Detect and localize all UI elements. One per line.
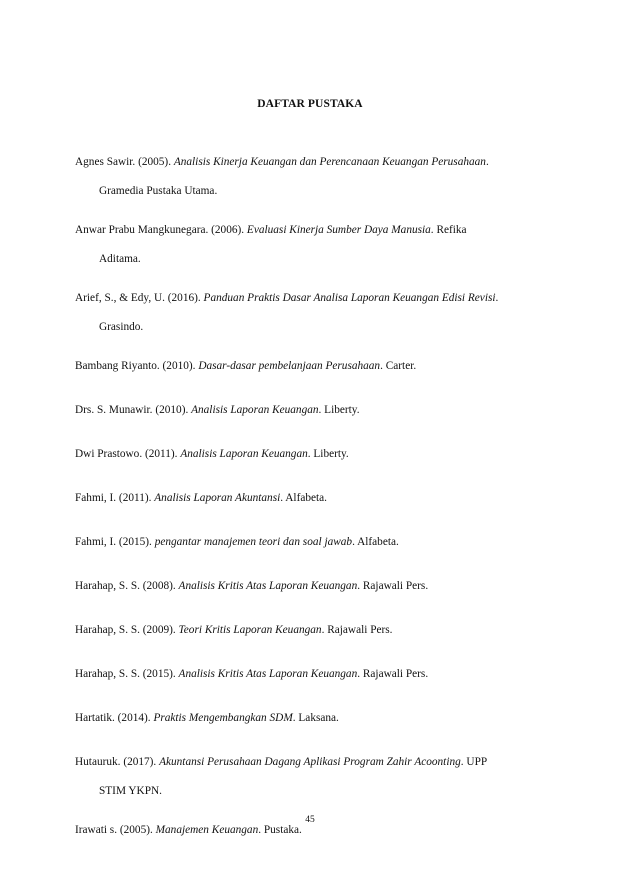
reference-author-year: Hutauruk. (2017).: [75, 756, 160, 768]
reference-author-year: Arief, S., & Edy, U. (2016).: [75, 292, 204, 304]
reference-line: [75, 579, 428, 593]
reference-publisher: . Liberty.: [318, 404, 360, 416]
reference-title: Praktis Mengembangkan SDM: [153, 712, 293, 724]
reference-title: Teori Kritis Laporan Keuangan: [178, 624, 322, 636]
reference-line: [75, 359, 416, 373]
reference-entry: [75, 823, 302, 837]
reference-entry: [75, 711, 339, 725]
reference-continuation: STIM YKPN.: [99, 785, 162, 797]
reference-author-year: Fahmi, I. (2011).: [75, 492, 155, 504]
reference-continuation: Aditama.: [99, 253, 141, 265]
reference-title: Akuntansi Perusahaan Dagang Aplikasi Program Zahir Acoonting: [159, 756, 461, 768]
reference-continuation: Gramedia Pustaka Utama.: [99, 185, 218, 197]
reference-publisher: . Alfabeta.: [280, 492, 327, 504]
reference-author-year: Agnes Sawir. (2005).: [75, 156, 174, 168]
reference-title: Evaluasi Kinerja Sumber Daya Manusia: [246, 224, 431, 236]
reference-title: Analisis Laporan Keuangan: [180, 448, 308, 460]
reference-line: [75, 711, 339, 725]
reference-entry: [75, 755, 487, 798]
reference-title: Analisis Laporan Keuangan: [191, 404, 319, 416]
reference-line: [75, 667, 428, 681]
reference-author-year: Harahap, S. S. (2015).: [75, 668, 179, 680]
reference-title: pengantar manajemen teori dan soal jawab: [154, 536, 353, 548]
reference-author-year: Bambang Riyanto. (2010).: [75, 360, 199, 372]
reference-entry: [75, 223, 467, 266]
reference-entry: [75, 535, 399, 549]
reference-author-year: Harahap, S. S. (2009).: [75, 624, 179, 636]
reference-publisher: . Pustaka.: [258, 824, 302, 836]
reference-publisher: . Rajawali Pers.: [357, 668, 429, 680]
reference-author-year: Drs. S. Munawir. (2010).: [75, 404, 192, 416]
reference-line: [75, 755, 487, 769]
page-title: DAFTAR PUSTAKA: [257, 98, 363, 110]
reference-entry: [75, 623, 392, 637]
reference-line: [75, 491, 327, 505]
reference-publisher: . UPP: [460, 756, 488, 768]
reference-publisher: . Rajawali Pers.: [321, 624, 393, 636]
reference-author-year: Harahap, S. S. (2008).: [75, 580, 179, 592]
reference-entry: [75, 579, 428, 593]
reference-publisher: . Rajawali Pers.: [357, 580, 429, 592]
reference-author-year: Dwi Prastowo. (2011).: [75, 448, 181, 460]
reference-publisher: . Laksana.: [292, 712, 339, 724]
reference-title: Analisis Laporan Akuntansi: [154, 492, 281, 504]
reference-entry: [75, 155, 489, 198]
reference-publisher: . Liberty.: [307, 448, 349, 460]
reference-title: Analisis Kritis Atas Laporan Keuangan: [178, 668, 358, 680]
reference-line: [75, 823, 302, 837]
reference-line: [75, 623, 392, 637]
reference-line: [75, 535, 399, 549]
reference-title: Analisis Kritis Atas Laporan Keuangan: [178, 580, 358, 592]
reference-publisher: .: [485, 156, 489, 168]
reference-line: [75, 447, 349, 461]
reference-entry: [75, 359, 416, 373]
reference-entry: [75, 447, 349, 461]
reference-author-year: Irawati s. (2005).: [75, 824, 156, 836]
page-number: 45: [305, 815, 315, 825]
reference-title: Manajemen Keuangan: [155, 824, 259, 836]
reference-line: [75, 155, 489, 169]
reference-publisher: . Alfabeta.: [352, 536, 399, 548]
reference-author-year: Anwar Prabu Mangkunegara. (2006).: [75, 224, 247, 236]
reference-entry: [75, 291, 498, 334]
reference-line: [75, 403, 360, 417]
reference-entry: [75, 667, 428, 681]
reference-title: Panduan Praktis Dasar Analisa Laporan Keuangan Edisi Revisi: [203, 292, 496, 304]
reference-publisher: .: [495, 292, 499, 304]
reference-entry: [75, 491, 327, 505]
reference-title: Analisis Kinerja Keuangan dan Perencanaan Keuangan Perusahaan: [173, 156, 486, 168]
reference-author-year: Hartatik. (2014).: [75, 712, 154, 724]
reference-publisher: . Carter.: [380, 360, 417, 372]
reference-title: Dasar-dasar pembelanjaan Perusahaan: [198, 360, 381, 372]
reference-publisher: . Refika: [430, 224, 467, 236]
reference-entry: [75, 403, 360, 417]
reference-continuation: Grasindo.: [99, 321, 144, 333]
reference-line: [75, 223, 467, 237]
reference-author-year: Fahmi, I. (2015).: [75, 536, 155, 548]
reference-line: [75, 291, 498, 305]
